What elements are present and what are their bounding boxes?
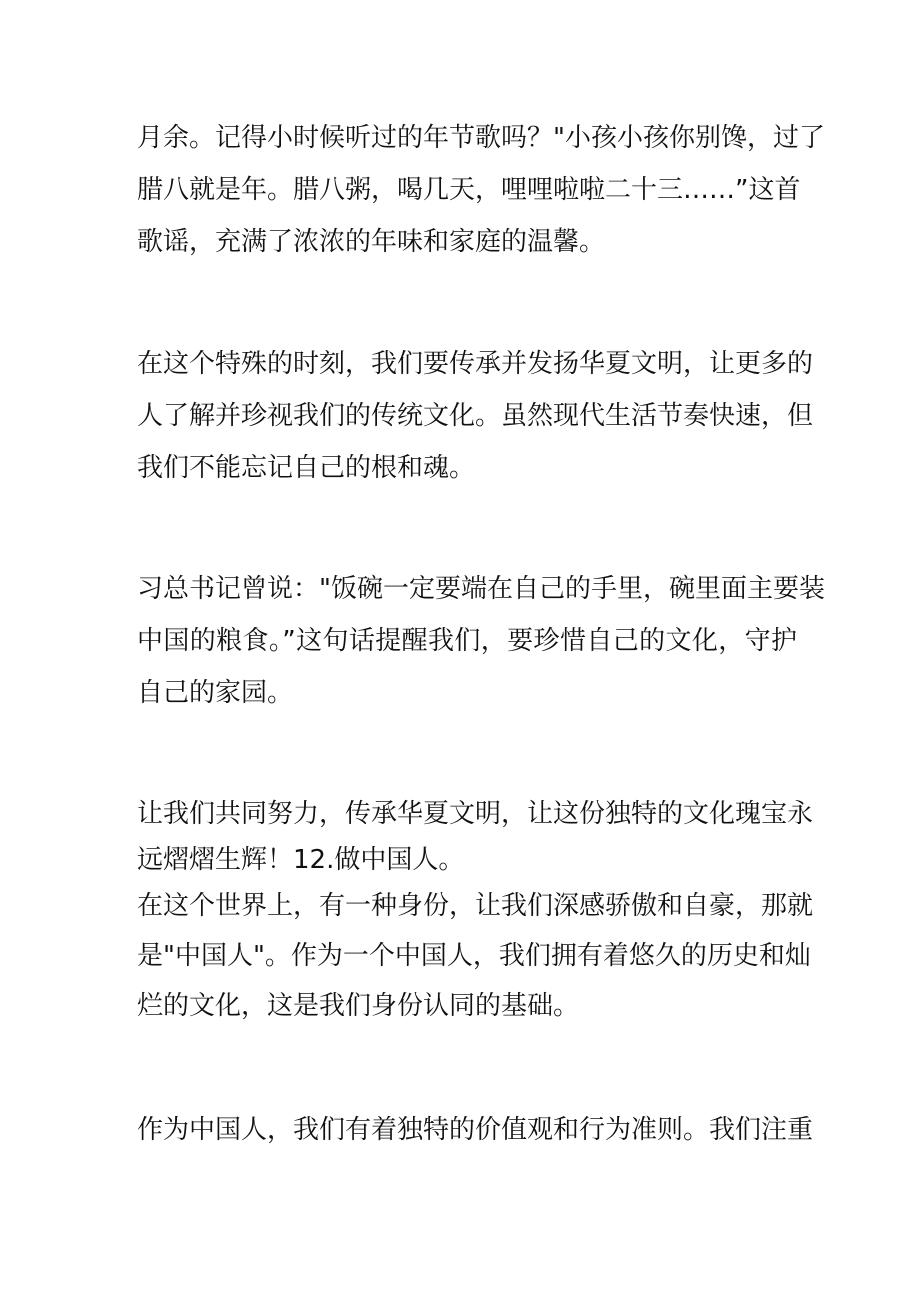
paragraph-2-line-2: 人了解并珍视我们的传统文化。虽然现代生活节奏快速，但 [137,401,814,431]
paragraph-4-line-2: 远熠熠生辉！12.做中国人。 [137,845,465,875]
paragraph-4-line-1: 让我们共同努力，传承华夏文明，让这份独特的文化瑰宝永 [137,799,814,829]
paragraph-2-line-1: 在这个特殊的时刻，我们要传承并发扬华夏文明，让更多的 [137,349,814,379]
paragraph-1-line-2: 腊八就是年。腊八粥，喝几天，哩哩啦啦二十三……”这首 [137,175,801,205]
paragraph-3-line-1: 习总书记曾说："饭碗一定要端在自己的手里，碗里面主要装 [137,574,825,604]
paragraph-3-line-2: 中国的粮食。”这句话提醒我们，要珍惜自己的文化，守护 [137,626,797,656]
paragraph-4-line-5: 烂的文化，这是我们身份认同的基础。 [137,991,580,1021]
paragraph-5-line-1: 作为中国人，我们有着独特的价值观和行为准则。我们注重 [137,1115,814,1145]
paragraph-4-line-3: 在这个世界上，有一种身份，让我们深感骄傲和自豪，那就 [137,891,814,921]
paragraph-1-line-3: 歌谣，充满了浓浓的年味和家庭的温馨。 [137,227,606,257]
paragraph-2-line-3: 我们不能忘记自己的根和魂。 [137,453,476,483]
paragraph-4-line-4: 是"中国人"。作为一个中国人，我们拥有着悠久的历史和灿 [137,941,811,971]
paragraph-3-line-3: 自己的家园。 [137,678,294,708]
paragraph-1-line-1: 月余。记得小时候听过的年节歌吗？"小孩小孩你别馋，过了 [137,123,825,153]
